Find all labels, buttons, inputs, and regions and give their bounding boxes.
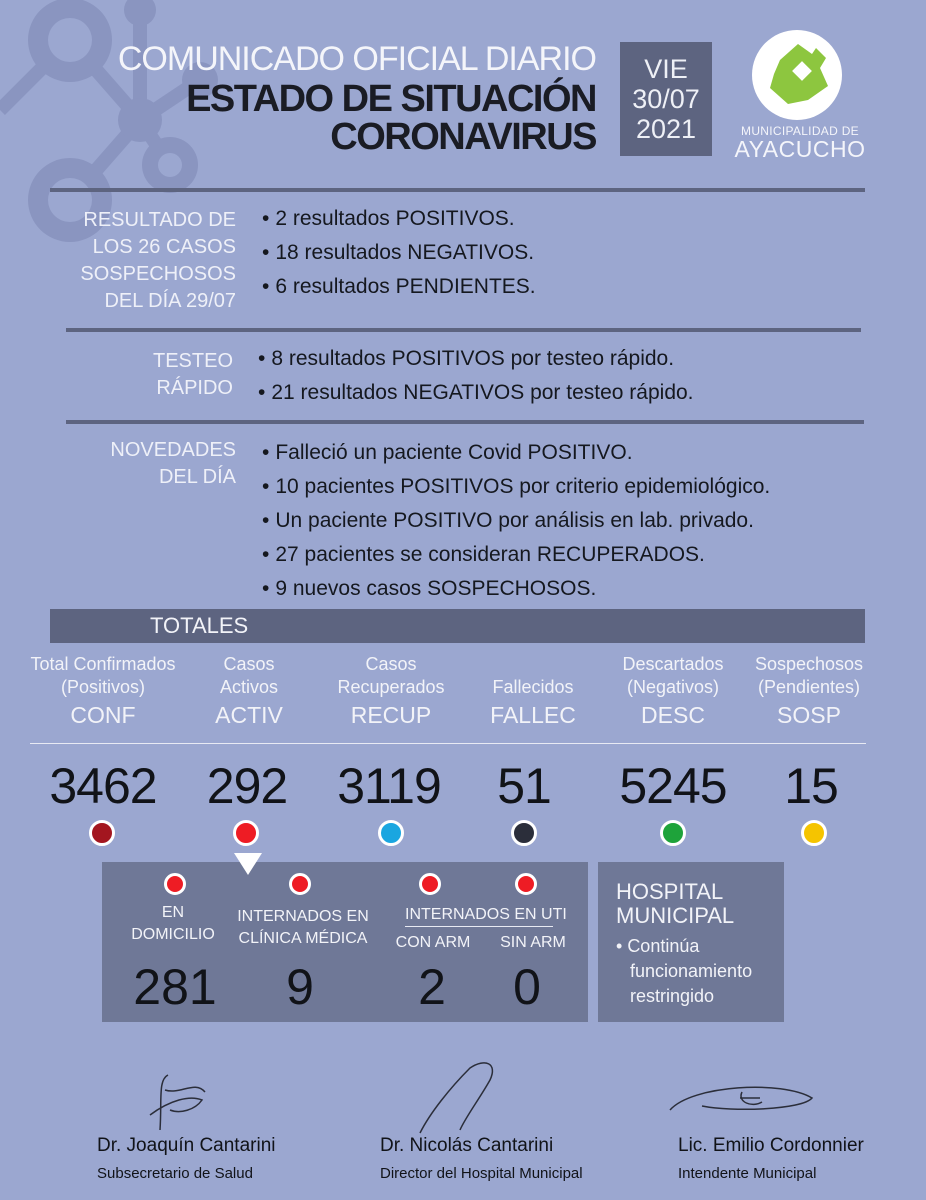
label-clinica: INTERNADOS EN CLÍNICA MÉDICA: [237, 908, 369, 947]
municipality-logo: [752, 30, 842, 120]
logo-text-ayacucho: AYACUCHO: [734, 136, 866, 162]
dot-clinica: [289, 873, 311, 895]
status-dot-activ: [233, 820, 259, 846]
total-column-conf: Total Confirmados (Positivos) CONF: [30, 654, 176, 728]
header-line-1: COMUNICADO OFICIAL DIARIO: [117, 40, 596, 78]
total-column-recup: Casos Recuperados RECUP: [337, 654, 445, 728]
header-line-3: CORONAVIRUS: [330, 116, 596, 158]
total-value-activ: 292: [206, 758, 288, 814]
label-uti: INTERNADOS EN UTI: [405, 906, 567, 923]
value-sin-arm: 0: [513, 959, 541, 1015]
list-item: • 9 nuevos casos SOSPECHOSOS.: [262, 572, 770, 606]
value-domicilio: 281: [133, 959, 217, 1015]
list-item: • Un paciente POSITIVO por análisis en lab. privado.: [262, 504, 770, 538]
label-sin-arm: SIN ARM: [500, 934, 566, 951]
value-con-arm: 2: [418, 959, 446, 1015]
section-label-resultados: RESULTADO DE LOS 26 CASOS SOSPECHOSOS DEL DÍA 29/07: [80, 209, 236, 312]
list-item: • 27 pacientes se consideran RECUPERADOS.: [262, 538, 770, 572]
uti-underline: [405, 926, 553, 927]
signature-scribble-1: [140, 1070, 220, 1140]
total-column-activ: Casos Activos ACTIV: [215, 654, 283, 728]
list-item: • 18 resultados NEGATIVOS.: [262, 236, 536, 270]
dot-con-arm: [419, 873, 441, 895]
list-item: • 8 resultados POSITIVOS por testeo rápido.: [258, 342, 694, 376]
section-label-testeo: TESTEO RÁPIDO: [152, 350, 233, 399]
divider: [66, 328, 861, 332]
hospital-panel: [598, 862, 784, 1022]
pointer-triangle: [234, 853, 262, 875]
ayacucho-map-icon: [752, 30, 842, 120]
list-item: • 10 pacientes POSITIVOS por criterio epidemiológico.: [262, 470, 770, 504]
total-column-sosp: Sospechosos (Pendientes) SOSP: [754, 654, 864, 728]
value-clinica: 9: [286, 959, 314, 1015]
signature-role-2: Director del Hospital Municipal: [380, 1165, 583, 1182]
status-dot-conf: [89, 820, 115, 846]
signature-name-2: Dr. Nicolás Cantarini: [380, 1135, 554, 1156]
section-list-testeo: [258, 342, 694, 410]
signature-scribble-3: [662, 1080, 822, 1130]
section-list-resultados: [262, 202, 536, 304]
total-value-sosp: 15: [784, 758, 838, 814]
total-value-fallec: 51: [497, 758, 551, 814]
signature-role-3: Intendente Municipal: [678, 1165, 817, 1182]
date-day: 30/07: [632, 84, 700, 114]
status-dot-recup: [378, 820, 404, 846]
date-year: 2021: [635, 114, 697, 144]
list-item: • 6 resultados PENDIENTES.: [262, 270, 536, 304]
signature-name-3: Lic. Emilio Cordonnier: [678, 1135, 864, 1156]
list-item: • 21 resultados NEGATIVOS por testeo rápido.: [258, 376, 694, 410]
signature-name-1: Dr. Joaquín Cantarini: [97, 1135, 276, 1156]
signature-role-1: Subsecretario de Salud: [97, 1165, 253, 1182]
total-value-recup: 3119: [337, 758, 441, 814]
status-dot-desc: [660, 820, 686, 846]
header-line-2: ESTADO DE SITUACIÓN: [186, 78, 596, 120]
date-weekday: VIE: [644, 54, 688, 84]
status-dot-fallec: [511, 820, 537, 846]
divider: [66, 420, 864, 424]
hospital-title: HOSPITAL MUNICIPAL: [616, 879, 735, 928]
total-value-conf: 3462: [49, 758, 157, 814]
status-dot-sosp: [801, 820, 827, 846]
date-box: [620, 42, 712, 156]
total-column-desc: Descartados (Negativos) DESC: [622, 654, 724, 728]
list-item: • Falleció un paciente Covid POSITIVO.: [262, 436, 770, 470]
signature-scribble-2: [410, 1058, 505, 1138]
section-label-novedades: NOVEDADES DEL DÍA: [110, 439, 236, 488]
total-value-desc: 5245: [619, 758, 727, 814]
dot-domicilio: [164, 873, 186, 895]
totals-divider: [30, 743, 866, 744]
dot-sin-arm: [515, 873, 537, 895]
list-item: • 2 resultados POSITIVOS.: [262, 202, 536, 236]
label-domicilio: EN DOMICILIO: [131, 904, 215, 943]
label-con-arm: CON ARM: [395, 934, 471, 951]
section-list-novedades: [262, 436, 770, 606]
total-column-fallec: Fallecidos FALLEC: [490, 677, 576, 728]
hospital-status: • Continúa funcionamiento restringido: [616, 936, 753, 1006]
divider: [50, 188, 865, 192]
totals-header: TOTALES: [50, 609, 865, 643]
logo-text-municipalidad: MUNICIPALIDAD DE: [741, 124, 859, 138]
